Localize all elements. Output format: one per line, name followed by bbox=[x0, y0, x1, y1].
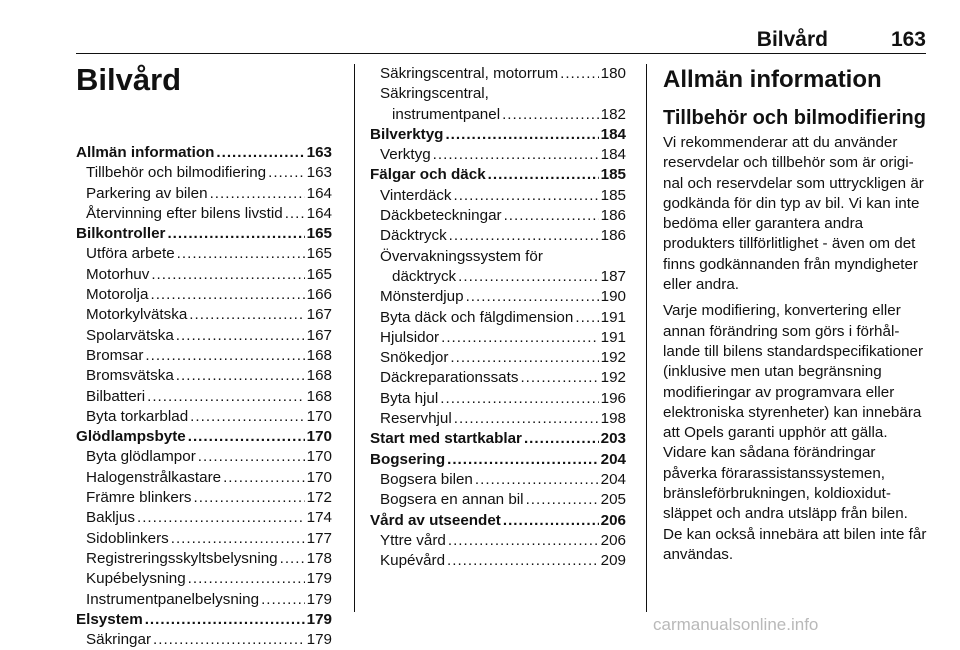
toc-entry[interactable] bbox=[76, 468, 332, 488]
toc-section-entry[interactable] bbox=[76, 610, 332, 630]
toc-leader-dots bbox=[447, 450, 599, 470]
toc-entry-label: Tillbehör och bilmodifiering bbox=[86, 164, 267, 182]
toc-entry[interactable] bbox=[76, 447, 332, 467]
toc-section-entry[interactable] bbox=[76, 143, 332, 163]
toc-entry-page: 164 bbox=[306, 184, 332, 202]
toc-entry[interactable] bbox=[370, 64, 626, 84]
toc-entry[interactable] bbox=[370, 490, 626, 510]
column-divider-1 bbox=[354, 64, 355, 612]
toc-entry-page: 168 bbox=[306, 367, 332, 385]
toc-entry[interactable] bbox=[76, 590, 332, 610]
toc-entry-label: Återvinning efter bilens livstid bbox=[86, 204, 283, 222]
toc-entry[interactable] bbox=[76, 508, 332, 528]
toc-leader-dots bbox=[447, 551, 599, 571]
toc-entry-label: Allmän information bbox=[76, 144, 215, 161]
toc-entry-label: Däckbeteckningar bbox=[380, 207, 502, 225]
toc-entry-page: 205 bbox=[600, 491, 626, 509]
toc-entry-label: Kupébelysning bbox=[86, 570, 186, 588]
toc-entry-page: 165 bbox=[306, 245, 332, 263]
chapter-title: Bilvård bbox=[76, 62, 182, 97]
toc-entry-label: Yttre vård bbox=[380, 531, 446, 549]
toc-entry[interactable] bbox=[370, 368, 626, 388]
toc-entry[interactable] bbox=[370, 531, 626, 551]
toc-entry[interactable] bbox=[370, 267, 626, 287]
toc-entry-label: Säkringscentral, motorrum bbox=[380, 65, 559, 82]
toc-leader-dots bbox=[466, 287, 599, 307]
toc-entry-page: 203 bbox=[600, 430, 626, 448]
running-header-title: Bilvård bbox=[756, 28, 828, 51]
toc-entry-page: 184 bbox=[600, 125, 626, 143]
toc-entry-label: Instrumentpanelbelysning bbox=[86, 590, 260, 608]
toc-leader-dots bbox=[210, 184, 305, 204]
toc-entry[interactable] bbox=[370, 105, 626, 125]
toc-entry-page: 179 bbox=[306, 631, 332, 649]
toc-entry-label: Bilbatteri bbox=[86, 387, 146, 405]
toc-entry-label: Mönsterdjup bbox=[380, 288, 464, 306]
toc-leader-dots bbox=[177, 244, 305, 264]
toc-leader-dots bbox=[454, 409, 599, 429]
toc-section-entry[interactable] bbox=[370, 125, 626, 145]
toc-entry-page: 186 bbox=[600, 227, 626, 245]
toc-entry-page: 164 bbox=[306, 204, 332, 222]
toc-entry-label: Utföra arbete bbox=[86, 245, 175, 263]
toc-leader-dots bbox=[153, 630, 305, 650]
body-paragraph: Varje modifiering, konvertering eller annan förändring som görs i förhållande till bilens standardspecifikationer (inklusive men utan begränsning modifieringar av programvara eller elektroniska styrenheter) kan innebära att Opels garanti upphör att gälla. Vidare kan sådana förändringar påverka förarassistanssystemen, bränsleförbrukningen, koldioxidutsläppet och andra utsläpp från bilen. De kan också innebära att bilen inte får användas. bbox=[663, 302, 927, 563]
toc-section-entry[interactable] bbox=[370, 450, 626, 470]
section-subheading: Tillbehör och bilmodifiering bbox=[663, 107, 926, 129]
toc-entry-label: Byta däck och fälgdimension bbox=[380, 308, 574, 326]
toc-leader-dots bbox=[503, 511, 599, 531]
toc-section-entry[interactable] bbox=[370, 511, 626, 531]
toc-entry[interactable] bbox=[76, 326, 332, 346]
column-divider-2 bbox=[646, 64, 647, 612]
toc-entry[interactable] bbox=[76, 366, 332, 386]
toc-entry-page: 206 bbox=[600, 531, 626, 549]
toc-entry[interactable] bbox=[370, 206, 626, 226]
toc-entry-page: 179 bbox=[306, 570, 332, 588]
toc-entry-label: Registreringsskyltsbelysning bbox=[86, 549, 278, 567]
toc-section-entry[interactable] bbox=[370, 165, 626, 185]
toc-leader-dots bbox=[167, 224, 304, 244]
page-number: 163 bbox=[890, 28, 926, 51]
toc-entry-page: 178 bbox=[306, 549, 332, 567]
toc-entry-page: 196 bbox=[600, 389, 626, 407]
toc-leader-dots bbox=[458, 267, 599, 287]
toc-entry-page: 163 bbox=[306, 144, 332, 161]
toc-leader-dots bbox=[502, 105, 599, 125]
toc-entry-page: 166 bbox=[306, 286, 332, 304]
toc-leader-dots bbox=[216, 143, 304, 163]
toc-entry-page: 182 bbox=[600, 105, 626, 123]
toc-entry[interactable] bbox=[76, 346, 332, 366]
toc-entry-continued[interactable]: Övervakningssystem för bbox=[380, 247, 543, 265]
toc-entry-label: Bogsering bbox=[370, 450, 446, 468]
toc-leader-dots bbox=[449, 226, 599, 246]
toc-entry-label: Vård av utseendet bbox=[370, 511, 501, 529]
toc-entry-page: 206 bbox=[600, 511, 626, 529]
toc-entry[interactable] bbox=[76, 488, 332, 508]
toc-leader-dots bbox=[189, 305, 304, 325]
toc-leader-dots bbox=[176, 326, 305, 346]
toc-entry-page: 170 bbox=[306, 407, 332, 425]
toc-entry-label: Reservhjul bbox=[380, 410, 452, 428]
toc-leader-dots bbox=[524, 429, 599, 449]
toc-entry-label: Bromsar bbox=[86, 346, 144, 364]
toc-entry-page: 167 bbox=[306, 306, 332, 324]
toc-entry[interactable] bbox=[370, 348, 626, 368]
toc-entry[interactable] bbox=[76, 630, 332, 650]
toc-entry[interactable] bbox=[76, 285, 332, 305]
toc-leader-dots bbox=[450, 348, 598, 368]
toc-entry-page: 204 bbox=[600, 470, 626, 488]
toc-entry-page: 185 bbox=[600, 186, 626, 204]
toc-entry-page: 192 bbox=[600, 369, 626, 387]
toc-leader-dots bbox=[150, 285, 304, 305]
toc-entry-page: 177 bbox=[306, 529, 332, 547]
toc-entry-label: Bromsvätska bbox=[86, 367, 174, 385]
toc-leader-dots bbox=[145, 610, 305, 630]
toc-entry-label: Spolarvätska bbox=[86, 326, 174, 344]
toc-entry[interactable] bbox=[370, 551, 626, 571]
toc-entry-label: Byta glödlampor bbox=[86, 448, 196, 466]
toc-entry-page: 179 bbox=[306, 590, 332, 608]
toc-entry-page: 191 bbox=[600, 308, 626, 326]
toc-leader-dots bbox=[198, 447, 305, 467]
toc-entry-label: Fälgar och däck bbox=[370, 166, 486, 184]
toc-entry[interactable] bbox=[76, 387, 332, 407]
toc-leader-dots bbox=[575, 308, 598, 328]
toc-entry-label: Bogsera en annan bil bbox=[380, 491, 524, 509]
toc-entry-label: Byta hjul bbox=[380, 389, 439, 407]
toc-entry[interactable] bbox=[76, 244, 332, 264]
toc-entry-label: Verktyg bbox=[380, 146, 431, 164]
toc-entry[interactable] bbox=[76, 549, 332, 569]
toc-leader-dots bbox=[285, 204, 305, 224]
toc-entry-label: Parkering av bilen bbox=[86, 184, 208, 202]
toc-leader-dots bbox=[280, 549, 305, 569]
toc-entry-label: Motorkylvätska bbox=[86, 306, 188, 324]
toc-leader-dots bbox=[268, 163, 305, 183]
toc-section-entry[interactable] bbox=[76, 427, 332, 447]
toc-entry-page: 163 bbox=[306, 164, 332, 182]
toc-entry[interactable] bbox=[76, 163, 332, 183]
header-rule bbox=[76, 53, 926, 54]
toc-entry-page: 167 bbox=[306, 326, 332, 344]
toc-leader-dots bbox=[223, 468, 305, 488]
toc-entry-label: Motorolja bbox=[86, 286, 149, 304]
toc-entry[interactable] bbox=[370, 186, 626, 206]
toc-leader-dots bbox=[560, 64, 599, 84]
body-paragraph: Vi rekommenderar att du använder reservdelar och tillbehör som är original och reservdelar som uttryckligen är godkända för din typ av bil. Vi kan inte bedöma eller garantera andra produkters tillförlitlighet - även om det finns godkännanden från myndigheter eller andra. bbox=[663, 134, 924, 294]
toc-entry-label: Däcktryck bbox=[380, 227, 447, 245]
toc-entry-label: Bogsera bilen bbox=[380, 470, 473, 488]
toc-entry[interactable] bbox=[370, 470, 626, 490]
toc-entry-label: Hjulsidor bbox=[380, 328, 440, 346]
toc-section-entry[interactable] bbox=[370, 429, 626, 449]
toc-entry-label: Säkringar bbox=[86, 631, 151, 649]
toc-entry-label: däcktryck bbox=[392, 267, 457, 285]
toc-entry-page: 165 bbox=[306, 225, 332, 243]
toc-leader-dots bbox=[475, 470, 599, 490]
toc-entry-label: Elsystem bbox=[76, 610, 143, 628]
toc-entry-page: 192 bbox=[600, 349, 626, 367]
toc-entry[interactable] bbox=[370, 308, 626, 328]
toc-entry-page: 180 bbox=[600, 65, 626, 82]
toc-entry[interactable] bbox=[370, 145, 626, 165]
toc-entry[interactable] bbox=[76, 265, 332, 285]
toc-entry-label: instrumentpanel bbox=[392, 105, 501, 123]
toc-leader-dots bbox=[171, 529, 305, 549]
toc-entry-label: Bilkontroller bbox=[76, 225, 166, 243]
toc-entry[interactable] bbox=[370, 409, 626, 429]
toc-leader-dots bbox=[526, 490, 599, 510]
toc-entry-label: Bakljus bbox=[86, 509, 135, 527]
toc-entry[interactable] bbox=[370, 287, 626, 307]
toc-entry-page: 198 bbox=[600, 410, 626, 428]
toc-entry-label: Halogenstrålkastare bbox=[86, 468, 222, 486]
toc-leader-dots bbox=[194, 488, 305, 508]
toc-leader-dots bbox=[147, 387, 305, 407]
toc-entry[interactable] bbox=[76, 204, 332, 224]
section-heading: Allmän information bbox=[663, 66, 882, 93]
toc-entry-continued[interactable]: Säkringscentral, bbox=[380, 85, 489, 103]
toc-leader-dots bbox=[445, 125, 598, 145]
toc-entry-page: 168 bbox=[306, 346, 332, 364]
section-body bbox=[663, 133, 928, 571]
toc-entry[interactable] bbox=[76, 569, 332, 589]
toc-entry-page: 179 bbox=[306, 610, 332, 628]
toc-entry-label: Kupévård bbox=[380, 552, 446, 570]
toc-entry-label: Vinterdäck bbox=[380, 186, 452, 204]
toc-entry[interactable] bbox=[370, 328, 626, 348]
toc-entry[interactable] bbox=[370, 226, 626, 246]
toc-column-2 bbox=[370, 64, 626, 571]
toc-leader-dots bbox=[188, 427, 305, 447]
toc-leader-dots bbox=[145, 346, 304, 366]
toc-entry-label: Byta torkarblad bbox=[86, 407, 189, 425]
toc-leader-dots bbox=[453, 186, 598, 206]
toc-entry-label: Snökedjor bbox=[380, 349, 449, 367]
toc-leader-dots bbox=[441, 328, 599, 348]
watermark: carmanualsonline.info bbox=[653, 615, 819, 634]
toc-entry-page: 170 bbox=[306, 448, 332, 466]
toc-entry-label: Däckreparationssats bbox=[380, 369, 519, 387]
toc-entry-label: Bilverktyg bbox=[370, 125, 444, 143]
toc-entry-label: Främre blinkers bbox=[86, 489, 192, 507]
toc-entry-page: 190 bbox=[600, 288, 626, 306]
toc-entry-page: 204 bbox=[600, 450, 626, 468]
toc-entry-page: 172 bbox=[306, 489, 332, 507]
toc-entry-page: 191 bbox=[600, 328, 626, 346]
toc-entry-page: 170 bbox=[306, 428, 332, 446]
toc-leader-dots bbox=[190, 407, 305, 427]
toc-entry-page: 186 bbox=[600, 207, 626, 225]
toc-section-entry[interactable] bbox=[76, 224, 332, 244]
toc-leader-dots bbox=[176, 366, 305, 386]
toc-leader-dots bbox=[188, 569, 305, 589]
toc-leader-dots bbox=[440, 389, 598, 409]
toc-leader-dots bbox=[448, 531, 599, 551]
toc-entry[interactable] bbox=[76, 407, 332, 427]
toc-leader-dots bbox=[488, 165, 599, 185]
toc-entry[interactable] bbox=[76, 305, 332, 325]
toc-entry[interactable] bbox=[370, 389, 626, 409]
toc-entry-page: 168 bbox=[306, 387, 332, 405]
toc-entry-page: 185 bbox=[600, 166, 626, 184]
toc-entry-page: 209 bbox=[600, 552, 626, 570]
toc-leader-dots bbox=[137, 508, 305, 528]
toc-column-1 bbox=[76, 143, 332, 650]
toc-entry-page: 184 bbox=[600, 146, 626, 164]
toc-leader-dots bbox=[504, 206, 599, 226]
toc-entry-page: 174 bbox=[306, 509, 332, 527]
toc-leader-dots bbox=[151, 265, 304, 285]
toc-entry-page: 170 bbox=[306, 468, 332, 486]
toc-entry-label: Start med startkablar bbox=[370, 430, 522, 448]
toc-entry-label: Motorhuv bbox=[86, 265, 150, 283]
toc-entry-page: 165 bbox=[306, 265, 332, 283]
toc-entry-label: Sidoblinkers bbox=[86, 529, 169, 547]
toc-leader-dots bbox=[520, 368, 598, 388]
toc-entry[interactable] bbox=[76, 184, 332, 204]
toc-entry[interactable] bbox=[76, 529, 332, 549]
toc-leader-dots bbox=[433, 145, 599, 165]
toc-entry-label: Glödlampsbyte bbox=[76, 428, 186, 446]
toc-entry-page: 187 bbox=[600, 267, 626, 285]
toc-leader-dots bbox=[261, 590, 305, 610]
